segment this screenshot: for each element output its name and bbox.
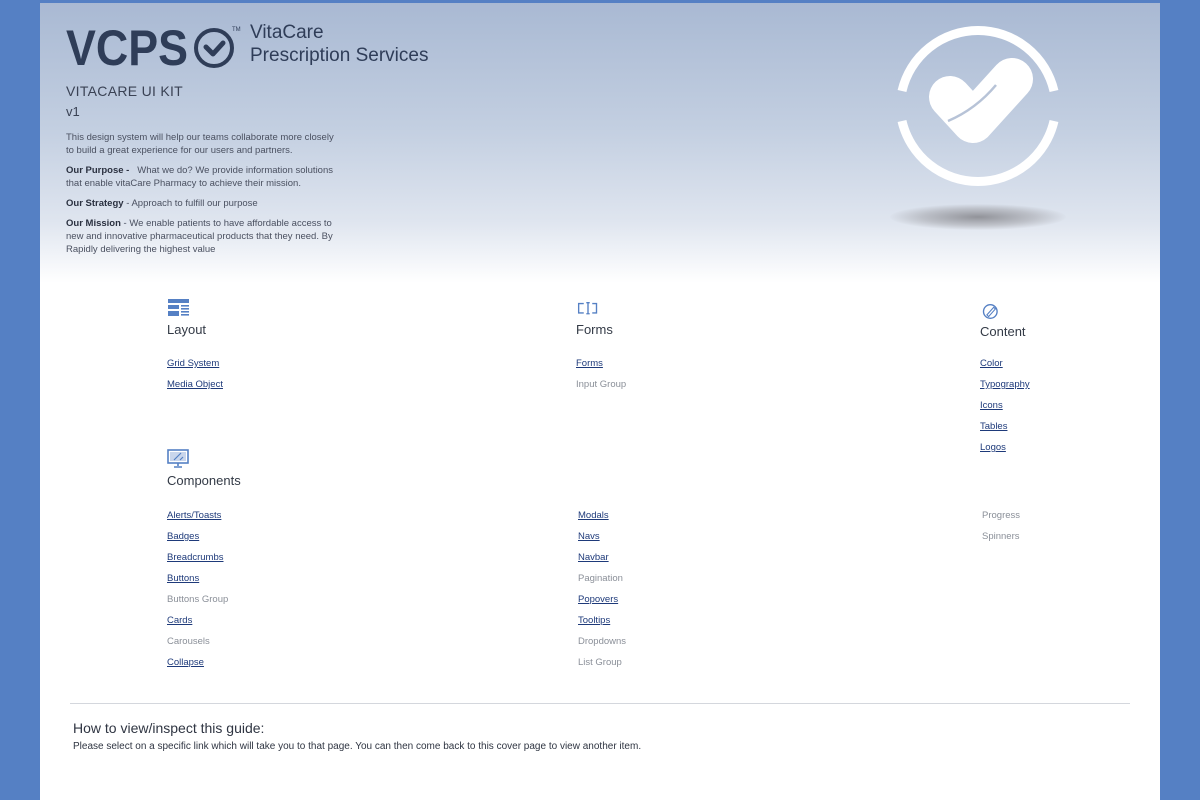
hero-logo-shadow [890,204,1066,230]
section-title-components: Components [167,473,241,488]
link-list-group: List Group [578,657,622,668]
link-navbar[interactable]: Navbar [578,552,609,563]
components-links-col3 [982,509,1020,551]
kit-version: v1 [66,104,80,119]
intro-mission: Our Mission - We enable patients to have affordable access to new and innovative pharmaceutical products that they need. By Rapidly delivering the highest value [66,218,333,255]
section-title-forms: Forms [576,322,613,337]
link-pagination: Pagination [578,573,623,584]
link-breadcrumbs[interactable]: Breadcrumbs [167,552,224,563]
section-layout [167,298,206,337]
components-links-col2 [578,509,626,677]
intro-purpose: Our Purpose - What we do? We provide information solutions that enable vitaCare Pharmacy to achieve their mission. [66,165,333,189]
link-cards[interactable]: Cards [167,615,193,626]
link-logos[interactable]: Logos [980,442,1006,453]
section-content [980,303,1026,339]
link-carousels: Carousels [167,636,210,647]
brand-name [250,21,428,67]
layout-links [167,357,223,399]
link-grid-system[interactable]: Grid System [167,358,220,369]
link-tooltips[interactable]: Tooltips [578,615,611,626]
link-tables[interactable]: Tables [980,421,1008,432]
section-components [167,449,241,488]
link-buttons[interactable]: Buttons [167,573,200,584]
footer-divider [70,703,1130,704]
vcps-logo-icon [66,21,246,71]
cover-page [40,3,1160,800]
link-input-group: Input Group [576,379,627,390]
intro-summary: This design system will help our teams collaborate more closely to build a great experience for our users and partners. [66,132,334,156]
link-buttons-group: Buttons Group [167,594,229,605]
form-input-icon [576,301,600,318]
forms-links [576,357,626,399]
link-color[interactable]: Color [980,358,1003,369]
link-media-object[interactable]: Media Object [167,379,223,390]
content-links [980,357,1030,462]
link-spinners: Spinners [982,531,1020,542]
components-links-col1 [167,509,228,677]
intro-strategy: Our Strategy - Approach to fulfill our purpose [66,198,258,209]
kit-title: VITACARE UI KIT [66,83,184,99]
link-navs[interactable]: Navs [578,531,600,542]
link-dropdowns: Dropdowns [578,636,627,647]
link-modals[interactable]: Modals [578,510,609,521]
trademark-mark: TM [232,27,241,33]
link-icons[interactable]: Icons [980,400,1003,411]
section-forms [576,301,613,337]
howto-text: Please select on a specific link which will take you to that page. You can then come back to this cover page to view another item. [73,741,642,752]
logo-text: VCPS [66,21,188,71]
link-progress: Progress [982,510,1021,521]
link-badges[interactable]: Badges [167,531,200,542]
intro-text [66,131,341,263]
link-alerts-toasts[interactable]: Alerts/Toasts [167,510,222,521]
monitor-icon [167,449,191,469]
link-popovers[interactable]: Popovers [578,594,619,605]
link-typography[interactable]: Typography [980,379,1030,390]
brand-name-line1: VitaCare [250,22,324,43]
pen-circle-icon [980,303,1004,320]
brand-name-line2: Prescription Services [250,45,429,66]
section-title-layout: Layout [167,322,207,337]
howto-title: How to view/inspect this guide: [73,720,265,736]
heart-check-logo-icon [890,17,1066,197]
link-collapse[interactable]: Collapse [167,657,204,668]
hero-banner [40,3,1160,283]
section-title-content: Content [980,324,1026,339]
link-forms[interactable]: Forms [576,358,603,369]
layout-grid-icon [167,298,191,318]
